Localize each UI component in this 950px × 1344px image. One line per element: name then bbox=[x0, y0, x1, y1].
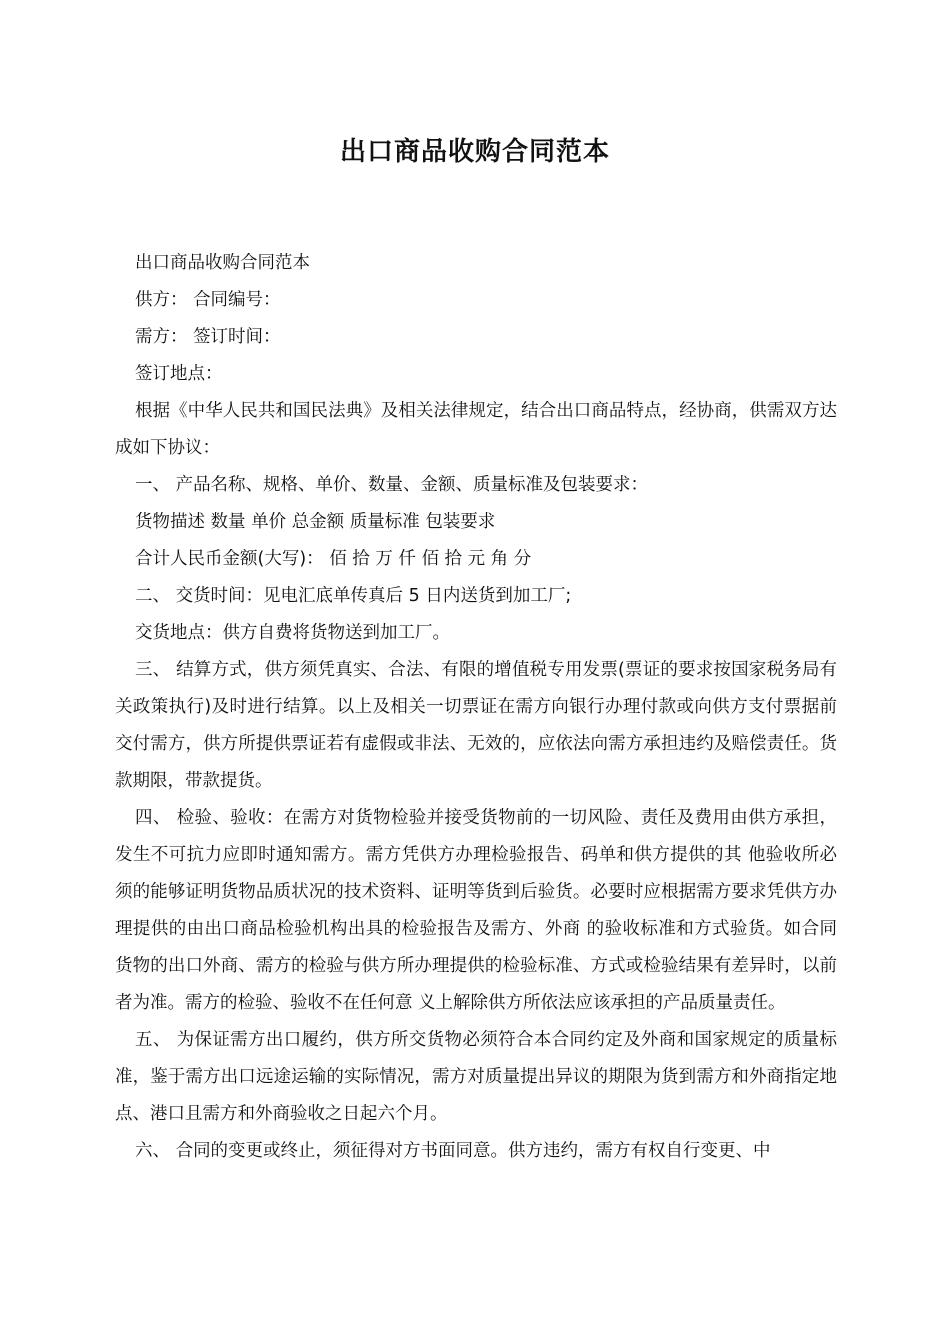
paragraph-signing-place: 签订地点： bbox=[135, 364, 223, 384]
paragraph-preamble: 根据《中华人民共和国民法典》及相关法律规定，结合出口商品特点，经协商，供需双方达成如下协议： bbox=[115, 401, 837, 458]
paragraph-delivery-place: 交货地点：供方自费将货物送到加工厂。 bbox=[135, 623, 450, 643]
paragraph-clause-3: 三、 结算方式，供方须凭真实、合法、有限的增值税专用发票(票证的要求按国家税务局有关政策执行)及时进行结算。以上及相关一切票证在需方向银行办理付款或向供方支付票据前交付需方，供方所提供票证若有虚假或非法、无效的，应依法向需方承担违约及赔偿责任。货款期限，带款提货。 bbox=[115, 660, 837, 791]
paragraph-total-amount: 合计人民币金额(大写)： 佰 拾 万 仟 佰 拾 元 角 分 bbox=[135, 549, 532, 569]
paragraph-buyer: 需方： 签订时间： bbox=[135, 327, 281, 347]
document-title: 出口商品收购合同范本 bbox=[339, 137, 610, 167]
paragraph-clause-5: 五、 为保证需方出口履约，供方所交货物必须符合本合同约定及外商和国家规定的质量标准，鉴于需方出口远途运输的实际情况，需方对质量提出异议的期限为货到需方和外商指定地点、港口且需方和外商验收之日起六个月。 bbox=[115, 1030, 837, 1124]
paragraph-clause-6: 六、 合同的变更或终止，须征得对方书面同意。供方违约，需方有权自行变更、中 bbox=[135, 1141, 771, 1161]
paragraph-clause-4: 四、 检验、验收：在需方对货物检验并接受货物前的一切风险、责任及费用由供方承担，发生不可抗力应即时通知需方。需方凭供方办理检验报告、码单和供方提供的其 他验收所必须的能够证明货物品质状况的技术资料、证明等货到后验货。必要时应根据需方要求凭供方办理提供的由出口商品检验机构出具的检验报告及需方、外商 的验收标准和方式验货。如合同货物的出口外商、需方的检验与供方所办理提供的检验标准、方式或检验结果有差异时，以前者为准。需方的检验、验收不在任何意 义上解除供方所依法应该承担的产品质量责任。 bbox=[115, 808, 837, 1013]
paragraph-clause-2: 二、 交货时间：见电汇底单传真后 5 日内送货到加工厂; bbox=[135, 586, 572, 606]
document-body bbox=[115, 245, 837, 1170]
paragraph-goods-columns: 货物描述 数量 单价 总金额 质量标准 包装要求 bbox=[135, 512, 496, 532]
paragraph-heading: 出口商品收购合同范本 bbox=[135, 253, 310, 273]
paragraph-clause-1: 一、 产品名称、规格、单价、数量、金额、质量标准及包装要求： bbox=[135, 475, 649, 495]
paragraph-supplier: 供方： 合同编号： bbox=[135, 290, 281, 310]
